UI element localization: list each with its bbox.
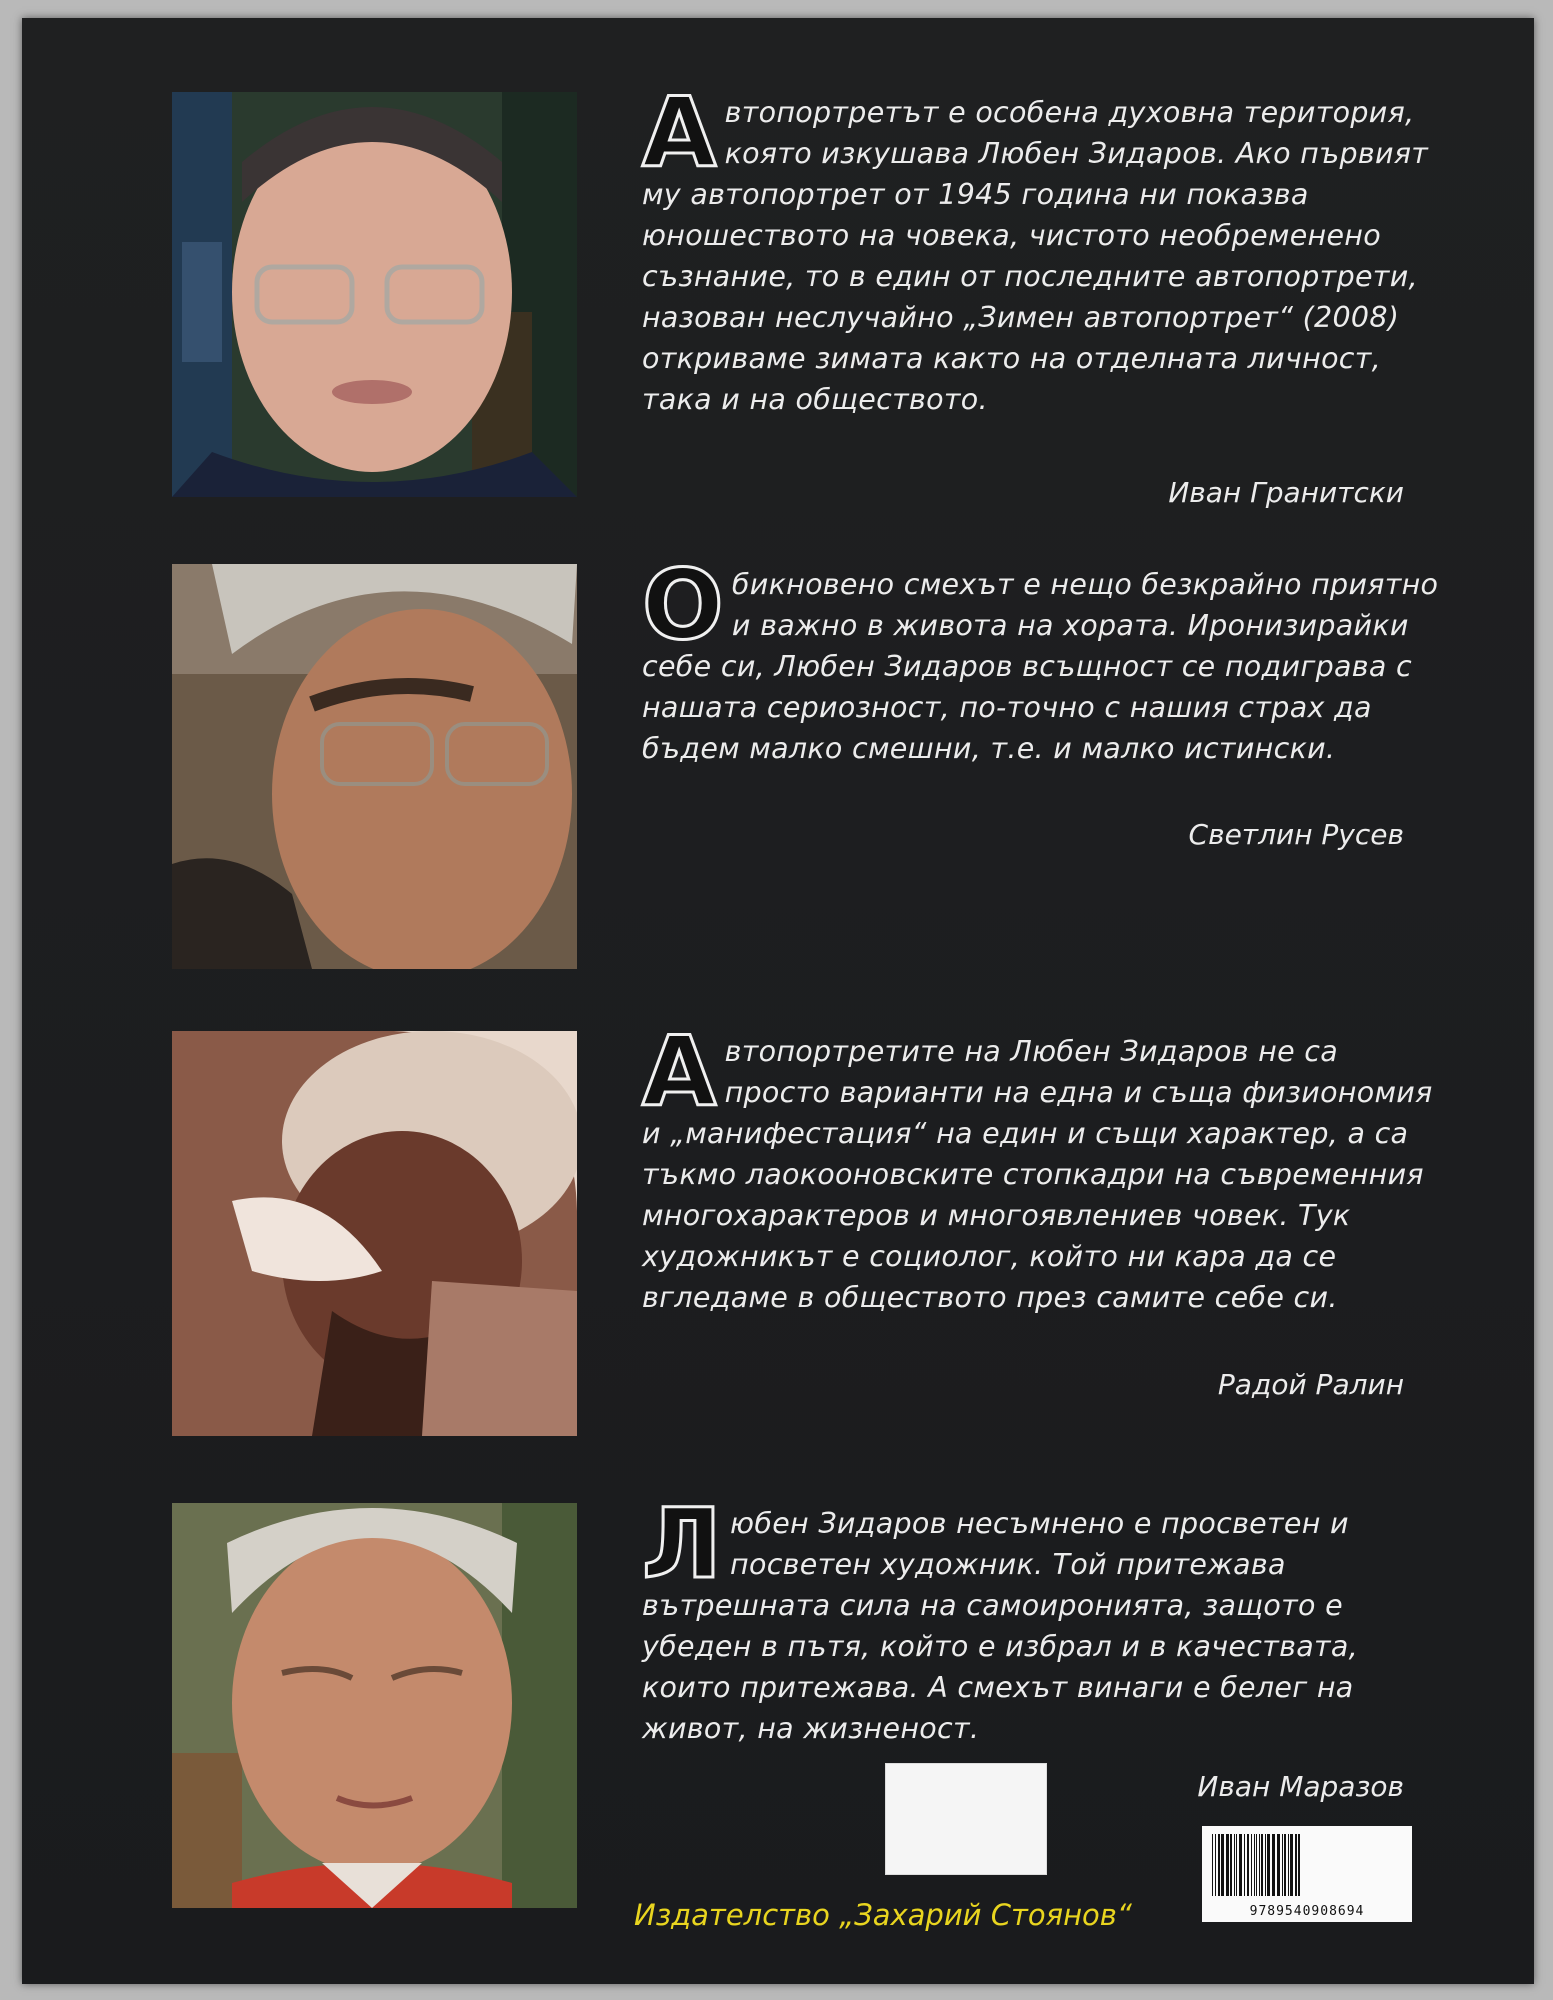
quote-4-author: Иван Маразов <box>1197 1770 1404 1803</box>
isbn-number: 9789540908694 <box>1249 1904 1365 1919</box>
quote-2 <box>642 549 1442 769</box>
quote-2-text: бикновено смехът е нещо безкрайно приятно и важно в живота на хората. Иронизирайки себе си, Любен Зидаров всъщност се подиграва с нашата сериозност, по-точно с нашия страх да бъдем малко смешни, т.е. и малко истински. <box>642 568 1439 765</box>
barcode-bar <box>1226 1834 1229 1896</box>
barcode-bar <box>1221 1834 1224 1896</box>
quote-3-author: Радой Ралин <box>1217 1368 1404 1401</box>
barcode-bar <box>1272 1834 1275 1896</box>
barcode-bar <box>1251 1834 1252 1896</box>
barcode-bar <box>1239 1834 1242 1896</box>
quote-3 <box>642 1016 1442 1318</box>
barcode-bar <box>1259 1834 1260 1896</box>
barcode-bar <box>1236 1834 1237 1896</box>
barcode-bar <box>1256 1834 1257 1896</box>
barcode-bar <box>1254 1834 1255 1896</box>
quote-1 <box>642 77 1442 420</box>
barcode-bar <box>1295 1834 1297 1896</box>
isbn-barcode <box>1202 1826 1412 1922</box>
quote-1-text: втопортретът е особена духовна територия, която изкушава Любен Зидаров. Ако първият му автопортрет от 1945 година ни показва юношеството на човека, чистото необременено съзнание, то в един от последните автопортрети, назован неслучайно „Зимен автопортрет“ (2008) откриваме зимата както на отделната личност, така и на обществото. <box>642 96 1429 416</box>
barcode-bar <box>1265 1834 1266 1896</box>
quote-4 <box>642 1488 1442 1749</box>
barcode-bar <box>1267 1834 1270 1896</box>
barcode-bar <box>1212 1834 1213 1896</box>
portrait-photo-3 <box>172 1031 577 1436</box>
quote-2-author: Светлин Русев <box>1188 818 1404 851</box>
barcode-bar <box>1247 1834 1249 1896</box>
barcode-bar <box>1288 1834 1289 1896</box>
quote-3-text: втопортретите на Любен Зидаров не са просто варианти на една и съща физиономия и „манифестация“ на един и същи характер, а са тъкмо лаокооновските стопкадри на съвременния многохарактеров и многоявлениев човек. Тук художникът е социолог, който ни кара да се вгледаме в обществото през самите себе си. <box>642 1035 1433 1314</box>
quote-2-dropcap: О <box>642 549 724 661</box>
publisher-name: Издателство „Захарий Стоянов“ <box>634 1898 1132 1932</box>
barcode-bar <box>1284 1834 1286 1896</box>
quote-1-author: Иван Гранитски <box>1168 476 1404 509</box>
price-sticker <box>885 1763 1047 1875</box>
portrait-photo-2 <box>172 564 577 969</box>
portrait-photo-1 <box>172 92 577 497</box>
barcode-bar <box>1230 1834 1232 1896</box>
quote-1-dropcap: А <box>642 77 717 189</box>
barcode-bar <box>1298 1834 1300 1896</box>
barcode-bar <box>1282 1834 1283 1896</box>
barcode-bars <box>1210 1834 1404 1896</box>
portrait-photo-4 <box>172 1503 577 1908</box>
quote-3-dropcap: А <box>642 1016 717 1128</box>
barcode-bar <box>1218 1834 1220 1896</box>
barcode-bar <box>1261 1834 1263 1896</box>
quote-4-text: юбен Зидаров несъмнено е просветен и посветен художник. Той притежава вътрешната сила на самоиронията, защото е убеден в пътя, който е избрал и в качествата, които притежава. А смехът винаги е белег на живот, на жизненост. <box>642 1507 1358 1745</box>
barcode-bar <box>1244 1834 1245 1896</box>
barcode-bar <box>1290 1834 1293 1896</box>
quote-4-dropcap: Л <box>642 1488 723 1600</box>
barcode-bar <box>1234 1834 1235 1896</box>
book-back-cover <box>22 18 1534 1984</box>
barcode-bar <box>1215 1834 1216 1896</box>
barcode-bar <box>1277 1834 1280 1896</box>
